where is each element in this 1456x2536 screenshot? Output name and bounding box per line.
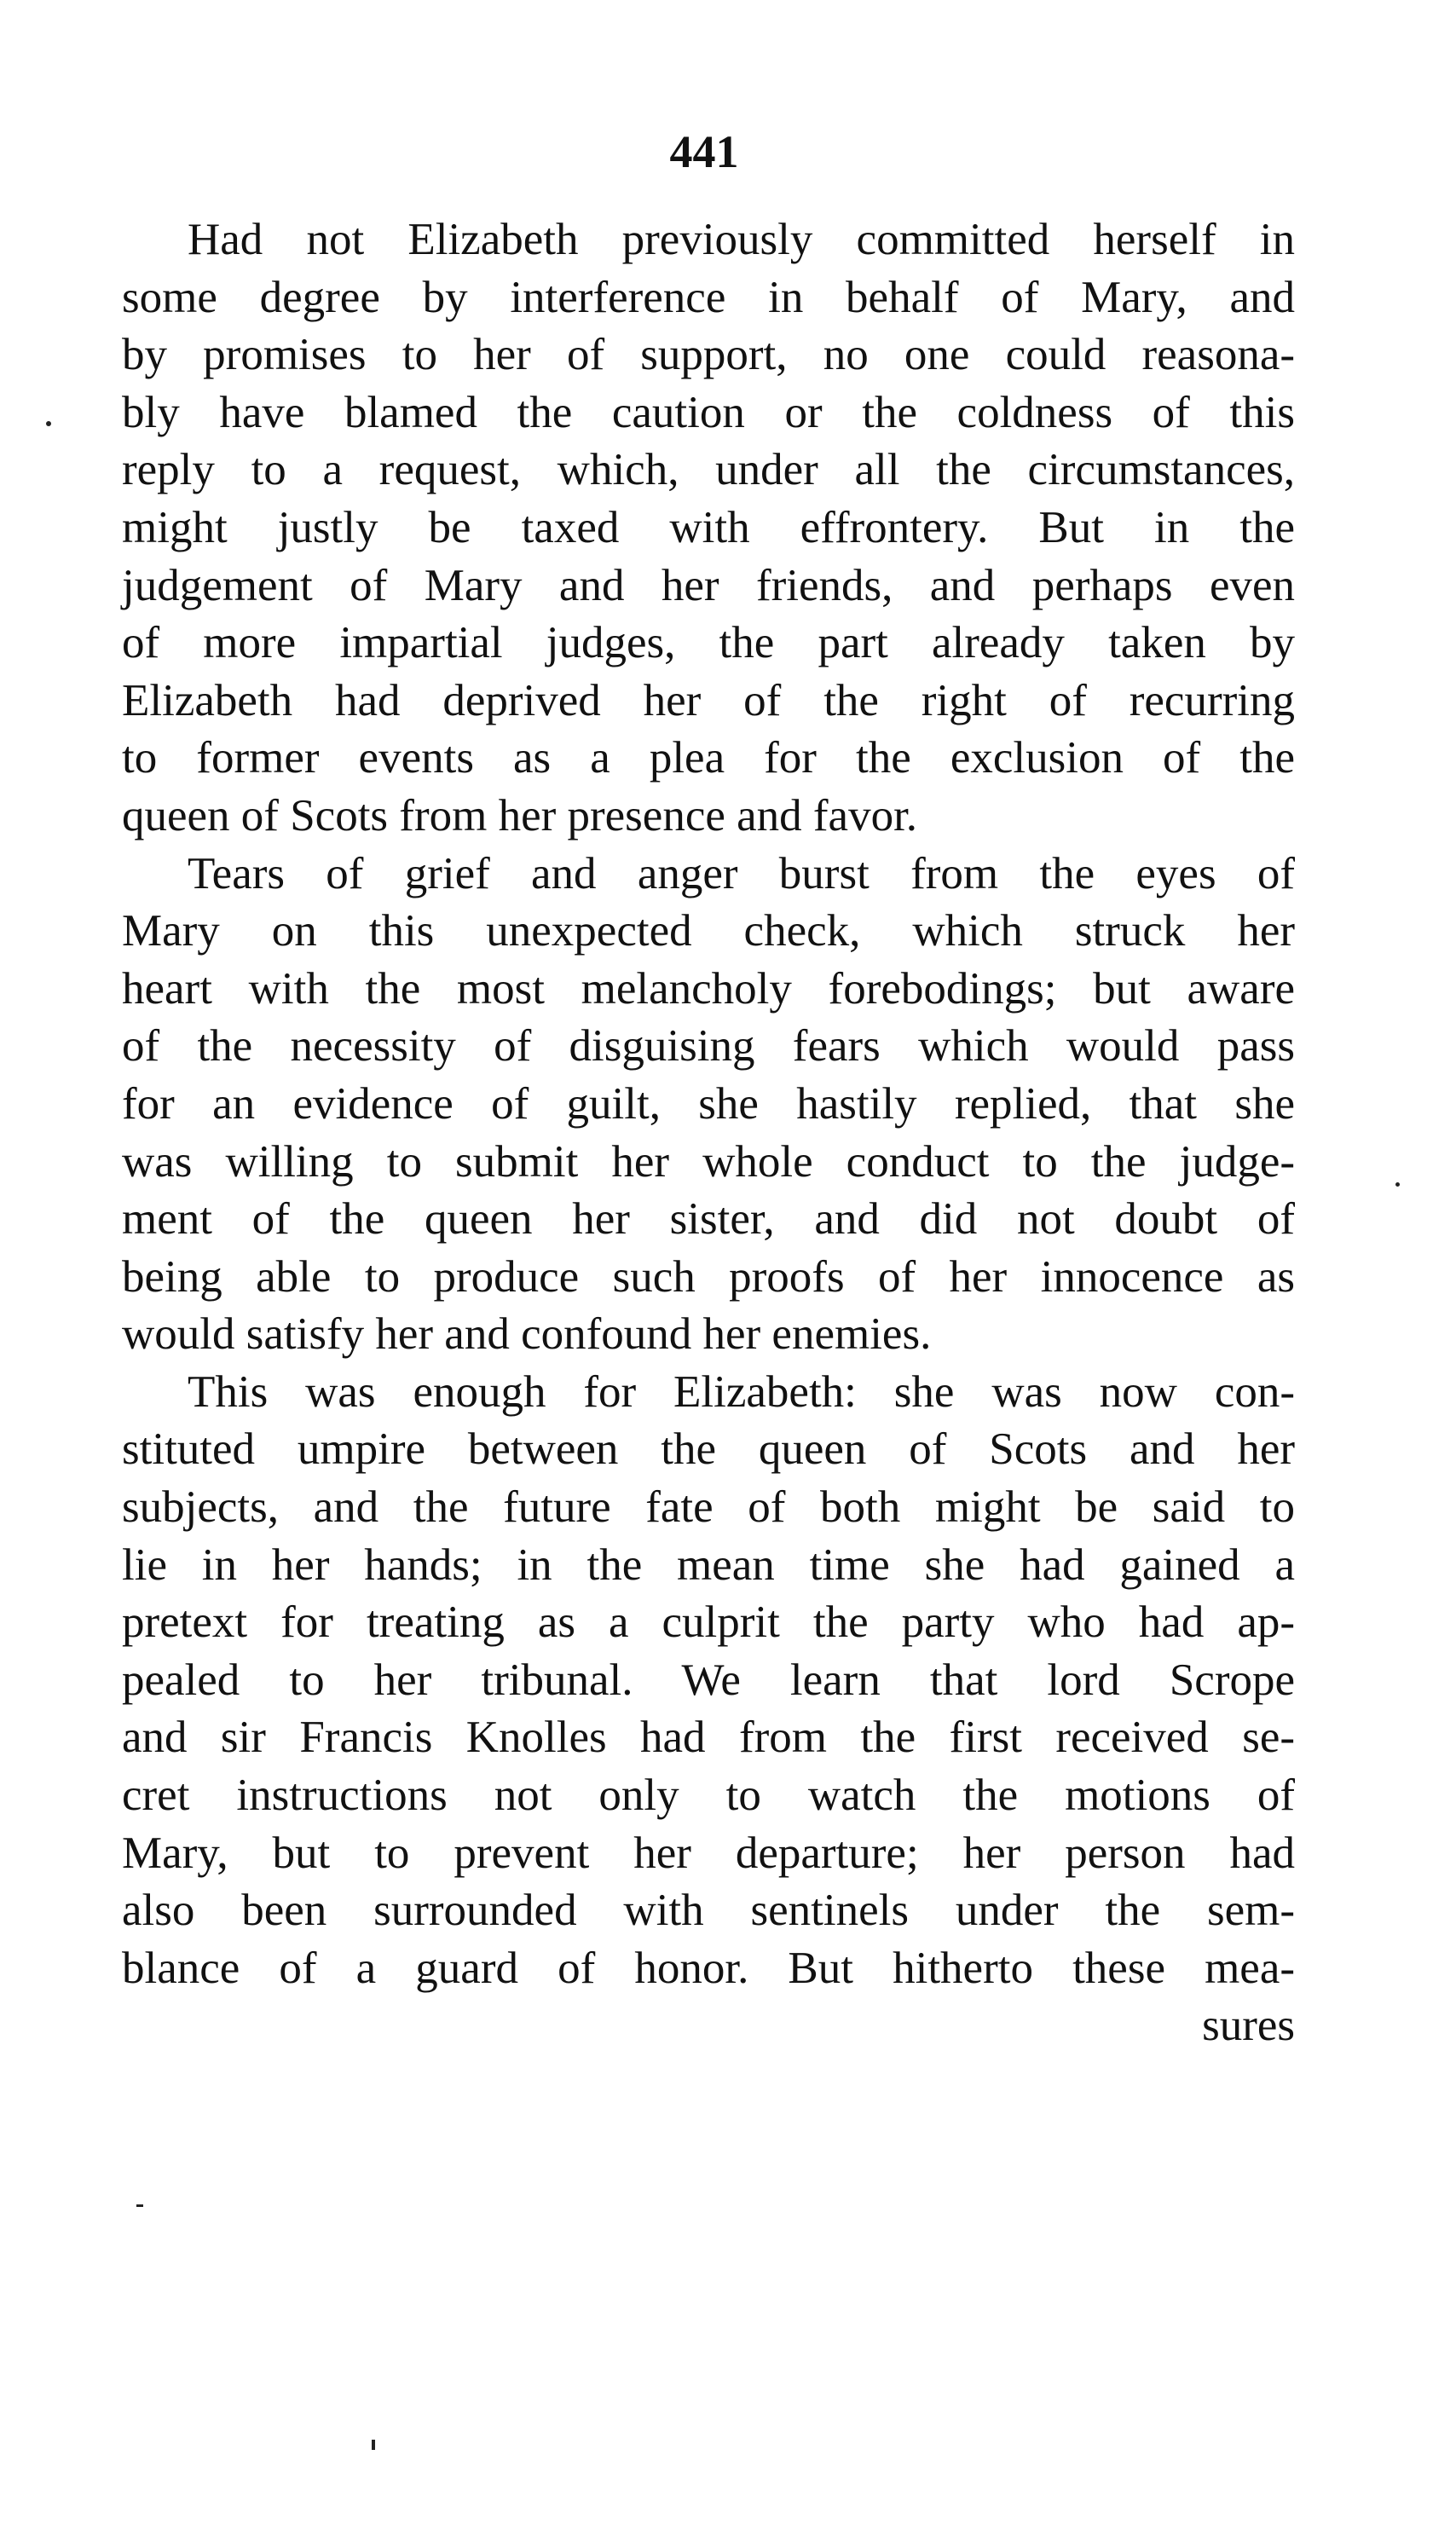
text-line: heart with the most melancholy forebodings; but aware <box>122 963 1295 1014</box>
text-line: also been surrounded with sentinels under the sem- <box>122 1886 1295 1936</box>
text-line: pealed to her tribunal. We learn that lord Scrope <box>122 1655 1295 1705</box>
text-line: Elizabeth had deprived her of the right of recurring <box>122 675 1295 725</box>
page-number: 441 <box>669 126 739 177</box>
text-line: subjects, and the future fate of both might be said to <box>122 1482 1295 1533</box>
text-line: of more impartial judges, the part already taken by <box>122 618 1295 668</box>
text-line: lie in her hands; in the mean time she had gained a <box>122 1540 1295 1590</box>
text-line: cret instructions not only to watch the motions of <box>122 1771 1295 1821</box>
text-line: of the necessity of disguising fears which would pass <box>122 1021 1295 1072</box>
text-line: some degree by interference in behalf of Mary, and <box>122 272 1295 322</box>
body-text <box>122 211 1295 2055</box>
text-line: queen of Scots from her presence and favor. <box>122 790 918 841</box>
text-line: Mary on this unexpected check, which struck her <box>122 906 1295 956</box>
scan-speck <box>136 2204 143 2207</box>
scan-speck <box>1395 1182 1400 1187</box>
text-line: being able to produce such proofs of her innocence as <box>122 1251 1295 1302</box>
text-line: by promises to her of support, no one could reasona- <box>122 330 1295 380</box>
text-line: blance of a guard of honor. But hitherto these mea- <box>122 1943 1295 1993</box>
text-line: Mary, but to prevent her departure; her person had <box>122 1828 1295 1878</box>
paragraph <box>122 211 1295 846</box>
text-line: This was enough for Elizabeth: she was now con- <box>188 1366 1295 1417</box>
text-line: ment of the queen her sister, and did not doubt of <box>122 1194 1295 1245</box>
text-line: and sir Francis Knolles had from the first received se- <box>122 1713 1295 1763</box>
paragraph <box>122 846 1295 1364</box>
text-line: reply to a request, which, under all the circumstances, <box>122 445 1295 495</box>
text-line: would satisfy her and confound her enemies. <box>122 1309 932 1360</box>
text-line: was willing to submit her whole conduct to the judge- <box>122 1136 1295 1187</box>
scan-speck <box>372 2440 375 2450</box>
catchword: sures <box>1202 2001 1295 2051</box>
text-line: for an evidence of guilt, she hastily replied, that she <box>122 1078 1295 1129</box>
text-line: might justly be taxed with effrontery. But in the <box>122 502 1295 552</box>
text-line: stituted umpire between the queen of Scots and her <box>122 1424 1295 1475</box>
text-line: Had not Elizabeth previously committed herself in <box>188 215 1295 264</box>
paragraph <box>122 1364 1295 1998</box>
text-line: judgement of Mary and her friends, and perhaps even <box>122 560 1295 610</box>
text-line: Tears of grief and anger burst from the eyes of <box>188 848 1295 898</box>
text-line: pretext for treating as a culprit the party who had ap- <box>122 1597 1295 1648</box>
text-line: to former events as a plea for the exclusion of the <box>122 733 1295 783</box>
scan-speck <box>46 421 51 426</box>
text-line: bly have blamed the caution or the coldness of this <box>122 387 1295 437</box>
